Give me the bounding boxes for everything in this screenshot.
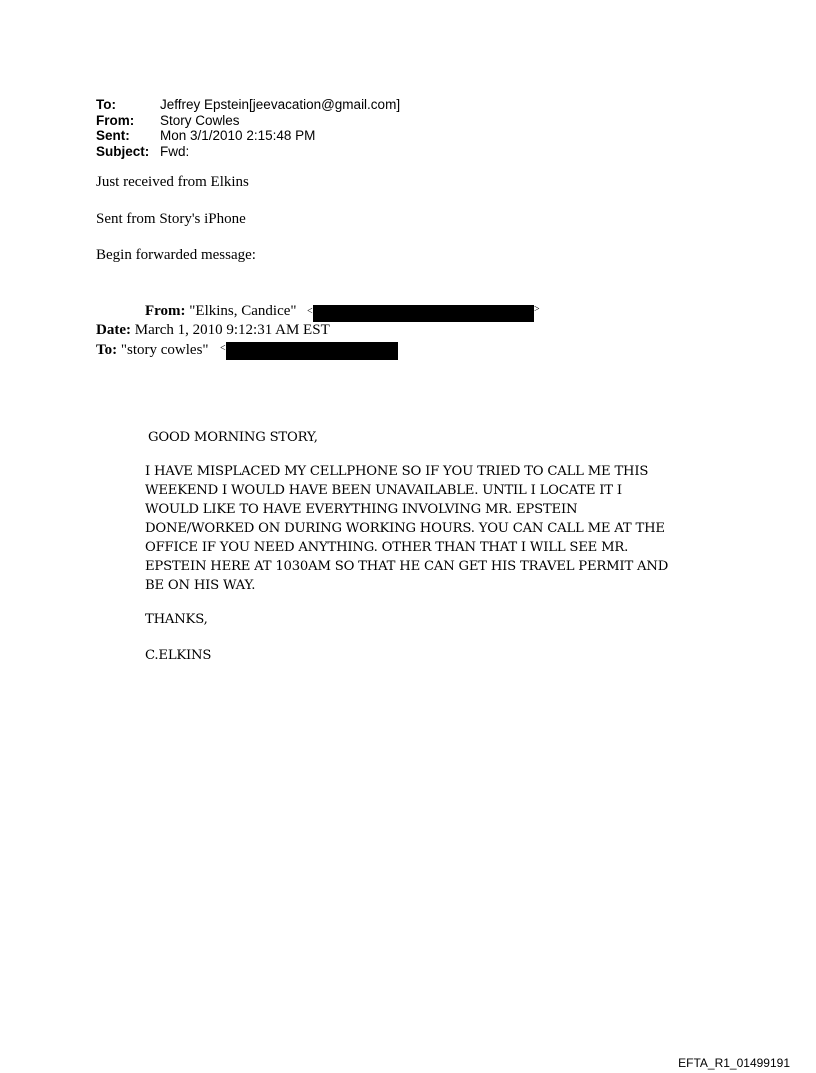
message-greeting: GOOD MORNING STORY, bbox=[148, 430, 318, 445]
header-sent-label: Sent: bbox=[96, 128, 130, 143]
header-sent-value: Mon 3/1/2010 2:15:48 PM bbox=[160, 128, 316, 143]
header-subject-row bbox=[96, 144, 400, 160]
message-signature: C.ELKINS bbox=[145, 648, 212, 663]
forwarded-from-value: "Elkins, Candice" bbox=[189, 303, 297, 319]
header-to-label: To: bbox=[96, 97, 116, 112]
redaction-box bbox=[313, 305, 534, 322]
angle-open-glyph: < bbox=[220, 343, 226, 354]
body-line-received: Just received from Elkins bbox=[96, 174, 249, 190]
forwarded-to-value: "story cowles" bbox=[120, 342, 209, 358]
message-paragraph: I HAVE MISPLACED MY CELLPHONE SO IF YOU TRIED TO CALL ME THIS WEEKEND I WOULD HAVE BEEN UNAVAILABLE. UNTIL I LOCATE IT I WOULD LIKE TO HAVE EVERYTHING INVOLVING MR. EPSTEIN DONE/WORKED ON DURING WORKING HOURS. YOU CAN CALL ME AT THE OFFICE IF YOU NEED ANYTHING. OTHER THAN THAT I WILL SEE MR. EPSTEIN HERE AT 1030AM SO THAT HE CAN GET HIS TRAVEL PERMIT AND BE ON HIS WAY. bbox=[145, 464, 669, 593]
message-thanks: THANKS, bbox=[145, 612, 208, 627]
forwarded-date-line bbox=[96, 322, 330, 339]
header-from-value: Story Cowles bbox=[160, 112, 240, 128]
header-subject-label: Subject: bbox=[96, 143, 150, 159]
header-to-row bbox=[96, 97, 400, 113]
forwarded-date-value: March 1, 2010 9:12:31 AM EST bbox=[134, 322, 330, 338]
header-from-row bbox=[96, 113, 400, 129]
forwarded-from-line bbox=[145, 303, 297, 320]
angle-open-glyph: < bbox=[307, 306, 313, 317]
document-id-footer: EFTA_R1_01499191 bbox=[678, 1056, 790, 1070]
redaction-box bbox=[226, 342, 398, 360]
forwarded-date-label: Date: bbox=[96, 322, 131, 338]
header-to-value: Jeffrey Epstein[jeevacation@gmail.com] bbox=[160, 97, 401, 112]
body-line-forwarded: Begin forwarded message: bbox=[96, 247, 256, 263]
header-subject-value: Fwd: bbox=[160, 143, 190, 159]
angle-close-glyph: > bbox=[534, 304, 540, 315]
forwarded-to-line bbox=[96, 342, 209, 359]
email-header bbox=[96, 97, 400, 159]
body-line-sent-from: Sent from Story's iPhone bbox=[96, 211, 246, 227]
forwarded-from-label: From: bbox=[145, 303, 186, 319]
header-from-label: From: bbox=[96, 112, 135, 128]
forwarded-to-label: To: bbox=[96, 342, 118, 358]
header-sent-row bbox=[96, 128, 400, 144]
